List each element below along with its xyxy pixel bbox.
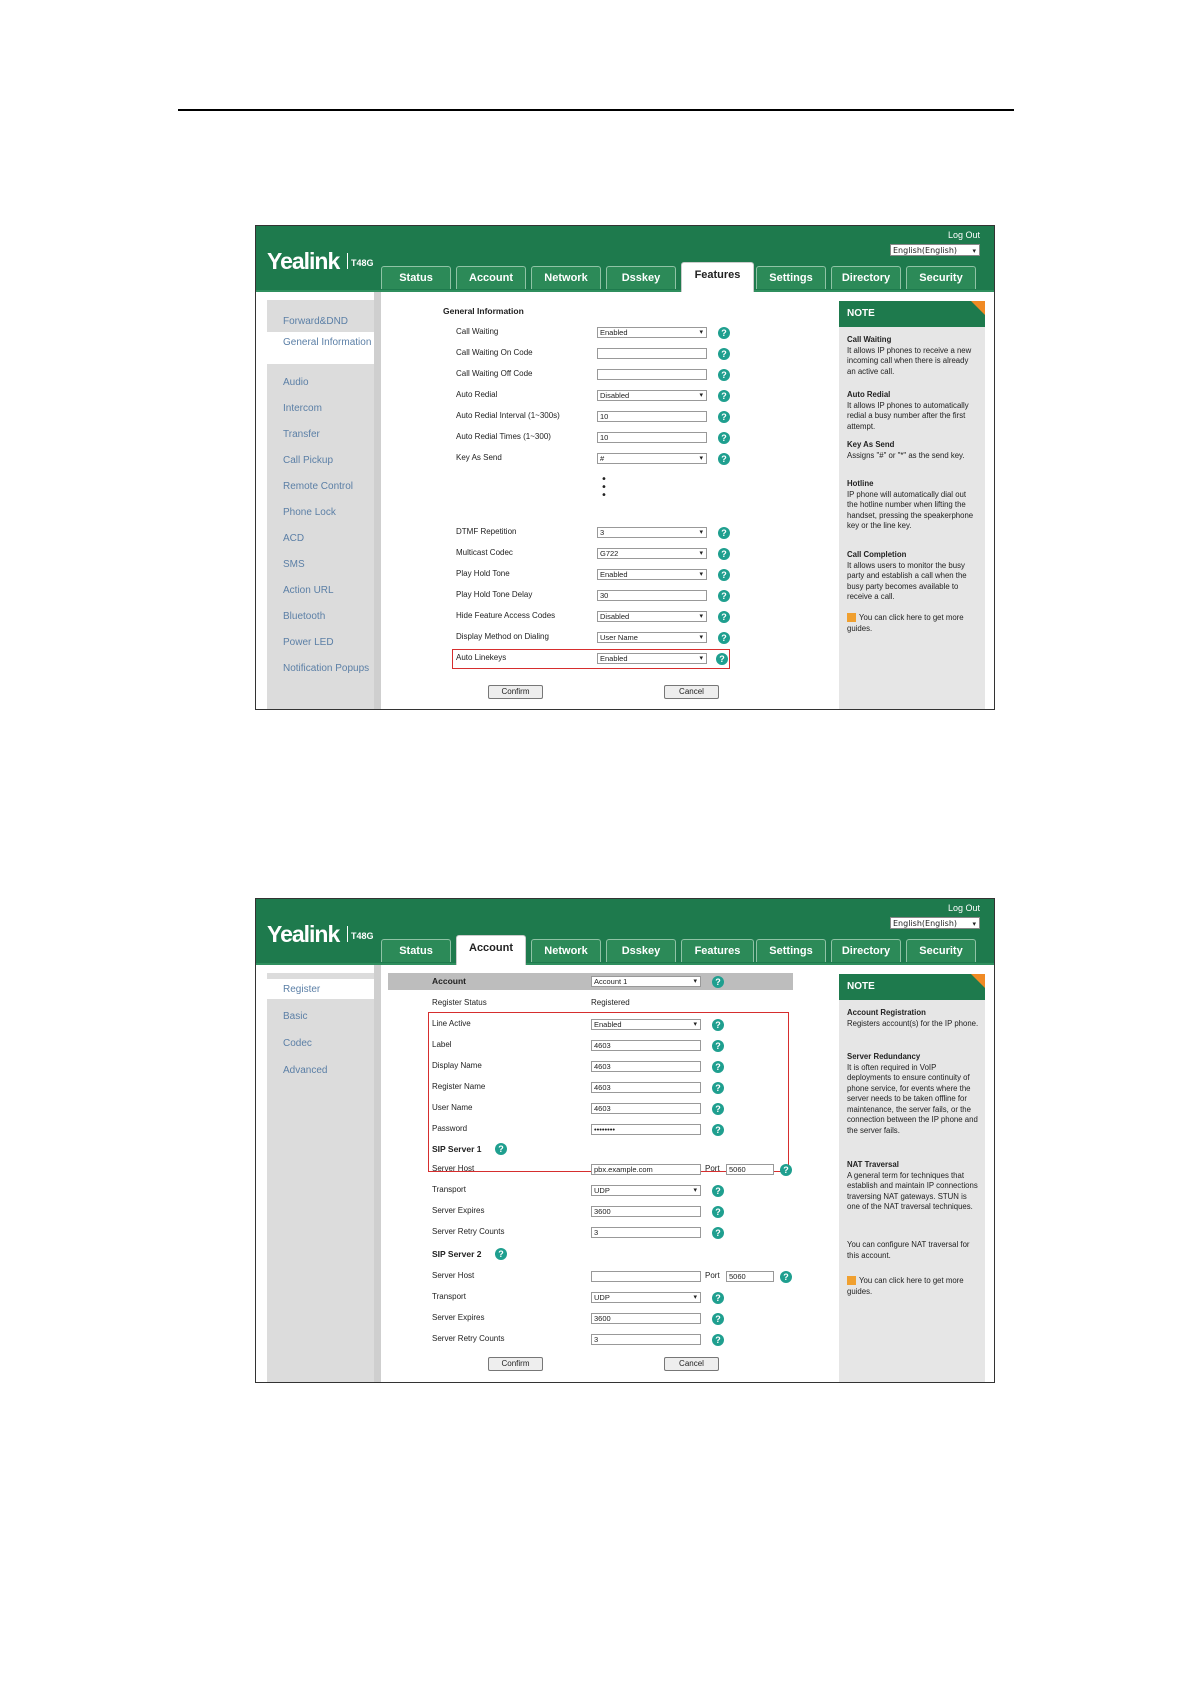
chevron-down-icon: ▾: [699, 529, 703, 536]
server-expires-1-label: Server Expires: [432, 1206, 485, 1215]
help-icon[interactable]: ?: [718, 590, 730, 602]
help-icon[interactable]: ?: [495, 1248, 507, 1260]
auto-redial-interval-input[interactable]: 10: [597, 411, 707, 422]
help-icon[interactable]: ?: [712, 1313, 724, 1325]
register-status-value: Registered: [591, 998, 630, 1007]
display-method-on-dialing-label: Display Method on Dialing: [456, 632, 549, 641]
sidebar-item-general-information[interactable]: [267, 332, 374, 364]
auto-linekeys-label: Auto Linekeys: [456, 653, 507, 662]
note-text: Assigns "#" or "*" as the send key.: [847, 450, 965, 460]
note-call-waiting: [847, 335, 979, 377]
port-2-input[interactable]: 5060: [726, 1271, 774, 1282]
sidebar-item-basic[interactable]: Basic: [283, 1011, 308, 1022]
select-value: Account 1: [594, 977, 628, 986]
display-method-on-dialing-select[interactable]: [597, 632, 707, 643]
transport-2-select[interactable]: [591, 1292, 701, 1303]
help-icon[interactable]: ?: [718, 327, 730, 339]
sidebar-item-label: General Information: [283, 337, 372, 348]
hide-feature-access-codes-select[interactable]: [597, 611, 707, 622]
sidebar-item-intercom[interactable]: Intercom: [283, 403, 322, 414]
server-retry-counts-2-label: Server Retry Counts: [432, 1334, 505, 1343]
tab-directory[interactable]: Directory: [831, 266, 901, 289]
auto-linekeys-select[interactable]: [597, 653, 707, 664]
call-waiting-on-code-input[interactable]: [597, 348, 707, 359]
user-name-label: User Name: [432, 1103, 473, 1112]
tab-features[interactable]: Features: [681, 262, 754, 292]
register-status-label: Register Status: [432, 998, 487, 1007]
port-1-label: Port: [705, 1164, 720, 1173]
help-icon[interactable]: ?: [780, 1271, 792, 1283]
help-icon[interactable]: ?: [712, 1019, 724, 1031]
confirm-button[interactable]: Confirm: [488, 685, 543, 699]
sidebar-item-notification-popups[interactable]: Notification Popups: [283, 663, 370, 674]
select-value: #: [600, 454, 605, 463]
server-expires-2-label: Server Expires: [432, 1313, 485, 1322]
help-icon[interactable]: ?: [712, 1040, 724, 1052]
chevron-down-icon: ▾: [699, 455, 703, 462]
model-label: T48G: [347, 253, 374, 269]
help-icon[interactable]: ?: [712, 1185, 724, 1197]
guide-icon: [847, 1276, 856, 1285]
chevron-down-icon: ▾: [693, 1294, 697, 1301]
chevron-down-icon: ▾: [972, 247, 976, 255]
tab-dsskey[interactable]: Dsskey: [606, 939, 676, 962]
port-1-input[interactable]: 5060: [726, 1164, 774, 1175]
tab-network[interactable]: Network: [531, 266, 601, 289]
tab-settings[interactable]: Settings: [756, 266, 826, 289]
port-2-label: Port: [705, 1271, 720, 1280]
guide-icon: [847, 613, 856, 622]
confirm-button[interactable]: Confirm: [488, 1357, 543, 1371]
user-name-input[interactable]: 4603: [591, 1103, 701, 1114]
password-label: Password: [432, 1124, 468, 1133]
note-nat-config: You can configure NAT traversal for this account.: [847, 1240, 970, 1260]
tab-network[interactable]: Network: [531, 939, 601, 962]
note-panel: [839, 301, 985, 710]
note-text: It allows IP phones to automatically redial a busy number after the first attempt.: [847, 400, 969, 431]
help-icon[interactable]: ?: [712, 1292, 724, 1304]
note-text: Registers account(s) for the IP phone.: [847, 1018, 979, 1028]
account-label: Account: [432, 976, 466, 986]
select-value: G722: [600, 549, 619, 558]
help-icon[interactable]: ?: [718, 369, 730, 381]
select-value: Disabled: [600, 612, 630, 621]
chevron-down-icon: ▾: [693, 1187, 697, 1194]
model-label: T48G: [347, 926, 374, 942]
tab-features[interactable]: Features: [681, 939, 754, 962]
call-waiting-select[interactable]: [597, 327, 707, 338]
note-text: IP phone will automatically dial out the hotline number when lifting the handset, pressing the speakerphone key or the line key.: [847, 489, 974, 530]
help-icon[interactable]: ?: [718, 611, 730, 623]
tab-account[interactable]: Account: [456, 266, 526, 289]
chevron-down-icon: ▾: [693, 1021, 697, 1028]
tab-directory[interactable]: Directory: [831, 939, 901, 962]
play-hold-tone-select[interactable]: [597, 569, 707, 580]
sidebar-item-remote-control[interactable]: Remote Control: [283, 481, 354, 492]
help-icon[interactable]: ?: [718, 390, 730, 402]
auto-redial-label: Auto Redial: [456, 390, 498, 399]
sidebar: [267, 300, 374, 710]
sidebar-item-codec[interactable]: Codec: [283, 1038, 312, 1049]
select-value: UDP: [594, 1293, 610, 1302]
help-icon[interactable]: ?: [495, 1143, 507, 1155]
sidebar-item-transfer[interactable]: Transfer: [283, 429, 320, 440]
help-icon[interactable]: ?: [712, 1103, 724, 1115]
note-auto-redial: [847, 390, 979, 432]
tab-settings[interactable]: Settings: [756, 939, 826, 962]
sidebar-item-acd[interactable]: ACD: [283, 533, 305, 544]
tab-status[interactable]: Status: [381, 266, 451, 289]
password-input[interactable]: ••••••••: [591, 1124, 701, 1135]
note-hotline: [847, 479, 979, 532]
note-panel: [839, 974, 985, 1383]
note-text: It is often required in VoIP deployments to ensure continuity of phone service, for events where the server needs to be taken offline for maintenance, the server fails, or the connection between the IP phone and the server fails.: [847, 1062, 978, 1135]
server-retry-counts-1-input[interactable]: 3: [591, 1227, 701, 1238]
help-icon[interactable]: ?: [718, 453, 730, 465]
note-text: A general term for techniques that establish and maintain IP connections traversing NAT gateways. STUN is one of the NAT traversal techniques.: [847, 1170, 978, 1211]
note-text: It allows users to monitor the busy party and establish a call when the busy party becomes available to receive a call.: [847, 560, 967, 601]
help-icon[interactable]: ?: [712, 976, 724, 988]
call-waiting-label: Call Waiting: [456, 327, 499, 336]
help-icon[interactable]: ?: [712, 1206, 724, 1218]
chevron-down-icon: ▾: [699, 613, 703, 620]
note-title: Server Redundancy: [847, 1052, 921, 1061]
help-icon[interactable]: ?: [712, 1124, 724, 1136]
help-icon[interactable]: ?: [718, 527, 730, 539]
help-icon[interactable]: ?: [718, 411, 730, 423]
page-top-rule: [178, 109, 1014, 111]
ellipsis-dots: • • •: [601, 474, 607, 501]
help-icon[interactable]: ?: [712, 1227, 724, 1239]
tab-security[interactable]: Security: [906, 939, 976, 962]
language-value: English(English): [893, 919, 958, 928]
play-hold-tone-delay-label: Play Hold Tone Delay: [456, 590, 533, 599]
chevron-down-icon: ▾: [693, 978, 697, 985]
register-name-input[interactable]: 4603: [591, 1082, 701, 1093]
note-title: Key As Send: [847, 440, 895, 449]
note-header: NOTE: [839, 974, 985, 1000]
server-retry-counts-2-input[interactable]: 3: [591, 1334, 701, 1345]
guide-link[interactable]: [847, 1276, 979, 1297]
key-as-send-label: Key As Send: [456, 453, 502, 462]
server-host-1-label: Server Host: [432, 1164, 475, 1173]
note-header: NOTE: [839, 301, 985, 327]
account-select[interactable]: [591, 976, 701, 987]
cancel-button[interactable]: Cancel: [664, 685, 719, 699]
sidebar: [267, 973, 374, 1383]
server-expires-2-input[interactable]: 3600: [591, 1313, 701, 1324]
call-waiting-off-code-input[interactable]: [597, 369, 707, 380]
auto-redial-times-input[interactable]: 10: [597, 432, 707, 443]
cancel-button[interactable]: Cancel: [664, 1357, 719, 1371]
logout-link[interactable]: Log Out: [947, 230, 980, 240]
features-general-information-screenshot: [255, 225, 995, 710]
sidebar-item-phone-lock[interactable]: Phone Lock: [283, 507, 336, 518]
tab-account[interactable]: Account: [456, 935, 526, 965]
server-host-2-input[interactable]: [591, 1271, 701, 1282]
call-waiting-on-code-label: Call Waiting On Code: [456, 348, 533, 357]
sidebar-item-label: Register: [283, 984, 321, 995]
note-key-as-send: [847, 440, 979, 461]
note-text: It allows IP phones to receive a new incoming call when there is already an active call.: [847, 345, 972, 376]
section-title: General Information: [443, 306, 524, 316]
language-select[interactable]: [890, 917, 980, 929]
sidebar-item-power-led[interactable]: Power LED: [283, 637, 334, 648]
note-server-redundancy: [847, 1052, 979, 1136]
chevron-down-icon: ▾: [699, 392, 703, 399]
play-hold-tone-label: Play Hold Tone: [456, 569, 510, 578]
note-call-completion: [847, 550, 979, 603]
chevron-down-icon: ▾: [699, 571, 703, 578]
select-value: Enabled: [594, 1020, 622, 1029]
sidebar-item-sms[interactable]: SMS: [283, 559, 305, 570]
help-icon[interactable]: ?: [712, 1061, 724, 1073]
label-input[interactable]: 4603: [591, 1040, 701, 1051]
note-corner-marker: [971, 301, 985, 315]
language-value: English(English): [893, 246, 958, 255]
guide-text: You can click here to get more guides.: [847, 613, 964, 633]
sidebar-item-action-url[interactable]: Action URL: [283, 585, 334, 596]
note-title: Auto Redial: [847, 390, 891, 399]
chevron-down-icon: ▾: [972, 920, 976, 928]
chevron-down-icon: ▾: [699, 634, 703, 641]
account-register-screenshot: [255, 898, 995, 1383]
sidebar-item-call-pickup[interactable]: Call Pickup: [283, 455, 334, 466]
guide-link[interactable]: [847, 613, 979, 634]
tab-dsskey[interactable]: Dsskey: [606, 266, 676, 289]
auto-redial-times-label: Auto Redial Times (1~300): [456, 432, 551, 441]
note-title: Account Registration: [847, 1008, 926, 1017]
display-name-label: Display Name: [432, 1061, 482, 1070]
help-icon[interactable]: ?: [780, 1164, 792, 1176]
line-active-select[interactable]: [591, 1019, 701, 1030]
sidebar-edge: [374, 292, 381, 710]
sip-server-1-title: SIP Server 1: [432, 1144, 482, 1154]
display-name-input[interactable]: 4603: [591, 1061, 701, 1072]
sidebar-item-advanced[interactable]: Advanced: [283, 1065, 328, 1076]
help-icon[interactable]: ?: [718, 569, 730, 581]
line-active-label: Line Active: [432, 1019, 471, 1028]
help-icon[interactable]: ?: [716, 653, 728, 665]
sidebar-item-audio[interactable]: Audio: [283, 377, 309, 388]
sidebar-item-bluetooth[interactable]: Bluetooth: [283, 611, 326, 622]
select-value: 3: [600, 528, 605, 537]
help-icon[interactable]: ?: [712, 1334, 724, 1346]
select-value: Disabled: [600, 391, 630, 400]
select-value: User Name: [600, 633, 638, 642]
transport-1-select[interactable]: [591, 1185, 701, 1196]
help-icon[interactable]: ?: [718, 632, 730, 644]
chevron-down-icon: ▾: [699, 329, 703, 336]
select-value: UDP: [594, 1186, 610, 1195]
note-corner-marker: [971, 974, 985, 988]
sidebar-item-forward-dnd[interactable]: Forward&DND: [283, 316, 349, 327]
select-value: Enabled: [600, 570, 628, 579]
account-form: [381, 965, 799, 1383]
server-host-1-input[interactable]: pbx.example.com: [591, 1164, 701, 1175]
help-icon[interactable]: ?: [718, 348, 730, 360]
play-hold-tone-delay-input[interactable]: 30: [597, 590, 707, 601]
key-as-send-select[interactable]: [597, 453, 707, 464]
multicast-codec-label: Multicast Codec: [456, 548, 513, 557]
guide-text: You can click here to get more guides.: [847, 1276, 964, 1296]
note-title: Call Completion: [847, 550, 907, 559]
select-value: Enabled: [600, 654, 628, 663]
server-host-2-label: Server Host: [432, 1271, 475, 1280]
chevron-down-icon: ▾: [699, 655, 703, 662]
dtmf-repetition-label: DTMF Repetition: [456, 527, 517, 536]
note-nat-traversal: [847, 1160, 979, 1213]
sip-server-2-title: SIP Server 2: [432, 1249, 482, 1259]
brand-logo: Yealink: [267, 921, 340, 947]
settings-form: [381, 292, 799, 710]
tab-security[interactable]: Security: [906, 266, 976, 289]
help-icon[interactable]: ?: [718, 548, 730, 560]
logout-link[interactable]: Log Out: [947, 903, 980, 913]
label-label: Label: [432, 1040, 452, 1049]
help-icon[interactable]: ?: [718, 432, 730, 444]
auto-redial-interval-label: Auto Redial Interval (1~300s): [456, 411, 560, 420]
chevron-down-icon: ▾: [699, 550, 703, 557]
call-waiting-off-code-label: Call Waiting Off Code: [456, 369, 533, 378]
note-title: Hotline: [847, 479, 874, 488]
server-expires-1-input[interactable]: 3600: [591, 1206, 701, 1217]
brand-logo: Yealink: [267, 248, 340, 274]
transport-1-label: Transport: [432, 1185, 466, 1194]
auto-redial-select[interactable]: [597, 390, 707, 401]
tab-status[interactable]: Status: [381, 939, 451, 962]
register-name-label: Register Name: [432, 1082, 486, 1091]
transport-2-label: Transport: [432, 1292, 466, 1301]
note-title: NAT Traversal: [847, 1160, 899, 1169]
sidebar-item-register[interactable]: [267, 979, 374, 999]
language-select[interactable]: [890, 244, 980, 256]
hide-feature-access-codes-label: Hide Feature Access Codes: [456, 611, 556, 620]
multicast-codec-select[interactable]: [597, 548, 707, 559]
server-retry-counts-1-label: Server Retry Counts: [432, 1227, 505, 1236]
help-icon[interactable]: ?: [712, 1082, 724, 1094]
select-value: Enabled: [600, 328, 628, 337]
sidebar-edge: [374, 965, 381, 1383]
note-account-registration: [847, 1008, 979, 1029]
dtmf-repetition-select[interactable]: [597, 527, 707, 538]
note-title: Call Waiting: [847, 335, 892, 344]
